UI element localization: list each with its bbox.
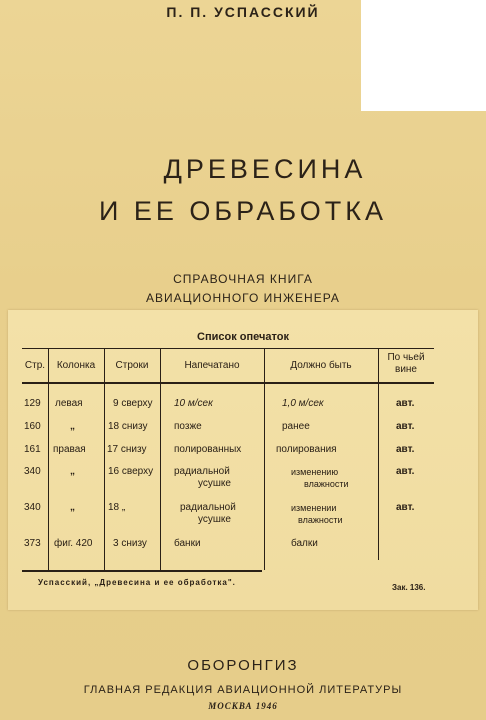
errata-footer-note: Успасский, „Древесина и ее обработка". xyxy=(38,578,236,587)
row-fault: авт. xyxy=(396,466,415,477)
row-printed: позже xyxy=(174,421,202,432)
row-should-be: полирования xyxy=(276,444,337,455)
header-fault-line-2: вине xyxy=(395,364,417,375)
row-column: фиг. 420 xyxy=(54,538,93,549)
row-page: 373 xyxy=(24,538,41,549)
row-printed: банки xyxy=(174,538,201,549)
row-should-be: изменению xyxy=(291,467,339,477)
row-fault: авт. xyxy=(396,502,415,513)
row-should-be: изменении xyxy=(291,503,337,513)
column-divider xyxy=(160,348,161,570)
header-should-be: Должно быть xyxy=(290,360,352,371)
header-printed: Напечатано xyxy=(184,360,240,371)
row-lines: 9 сверху xyxy=(113,398,153,409)
header-lines: Строки xyxy=(115,360,149,371)
column-divider xyxy=(104,348,105,570)
row-page: 340 xyxy=(24,502,41,513)
row-fault: авт. xyxy=(396,444,415,455)
row-column: правая xyxy=(53,444,86,455)
row-printed: 10 м/сек xyxy=(174,398,213,409)
row-column: „ xyxy=(70,466,75,477)
header-column: Колонка xyxy=(56,360,96,371)
row-should-be: 1,0 м/сек xyxy=(282,398,324,409)
book-subtitle-line-2: АВИАЦИОННОГО ИНЖЕНЕРА xyxy=(146,291,340,305)
table-top-rule xyxy=(22,348,434,349)
row-lines: 18 „ xyxy=(108,502,126,513)
row-lines: 16 сверху xyxy=(108,466,154,477)
row-page: 160 xyxy=(24,421,41,432)
row-lines: 17 снизу xyxy=(107,444,147,455)
book-title-line-1: ДРЕВЕСИНА xyxy=(163,154,367,184)
row-should-be: балки xyxy=(291,538,318,549)
editorial-office: ГЛАВНАЯ РЕДАКЦИЯ АВИАЦИОННОЙ ЛИТЕРАТУРЫ xyxy=(83,684,403,696)
row-column: „ xyxy=(70,502,75,513)
row-printed: радиальной xyxy=(180,502,236,513)
errata-title: Список опечаток xyxy=(197,331,289,343)
errata-slip xyxy=(8,310,478,610)
table-header-rule xyxy=(22,382,434,384)
book-subtitle-line-1: СПРАВОЧНАЯ КНИГА xyxy=(173,272,313,286)
row-page: 129 xyxy=(24,398,41,409)
header-page: Стр. xyxy=(24,360,46,371)
row-page: 161 xyxy=(24,444,41,455)
row-printed: полированных xyxy=(174,444,242,455)
column-divider xyxy=(378,348,379,560)
header-fault-line-1: По чьей xyxy=(387,352,425,363)
column-divider xyxy=(48,348,49,570)
publisher-name: ОБОРОНГИЗ xyxy=(187,657,299,674)
order-number: Зак. 136. xyxy=(392,583,426,592)
row-lines: 18 снизу xyxy=(108,421,148,432)
row-page: 340 xyxy=(24,466,41,477)
row-column: левая xyxy=(55,398,83,409)
row-should-be-cont: влажности xyxy=(304,479,349,489)
table-bottom-rule xyxy=(22,570,262,572)
row-should-be-cont: влажности xyxy=(298,515,343,525)
row-fault: авт. xyxy=(396,398,415,409)
row-printed-cont: усушке xyxy=(198,514,231,525)
row-should-be: ранее xyxy=(282,421,310,432)
column-divider xyxy=(264,348,265,570)
row-column: „ xyxy=(70,421,75,432)
row-lines: 3 снизу xyxy=(113,538,147,549)
author-name: П. П. УСПАССКИЙ xyxy=(166,4,320,20)
row-fault: авт. xyxy=(396,421,415,432)
city-and-year: МОСКВА 1946 xyxy=(208,701,278,711)
book-title-line-2: И ЕЕ ОБРАБОТКА xyxy=(98,196,387,226)
row-printed-cont: усушке xyxy=(198,478,231,489)
row-printed: радиальной xyxy=(174,466,230,477)
